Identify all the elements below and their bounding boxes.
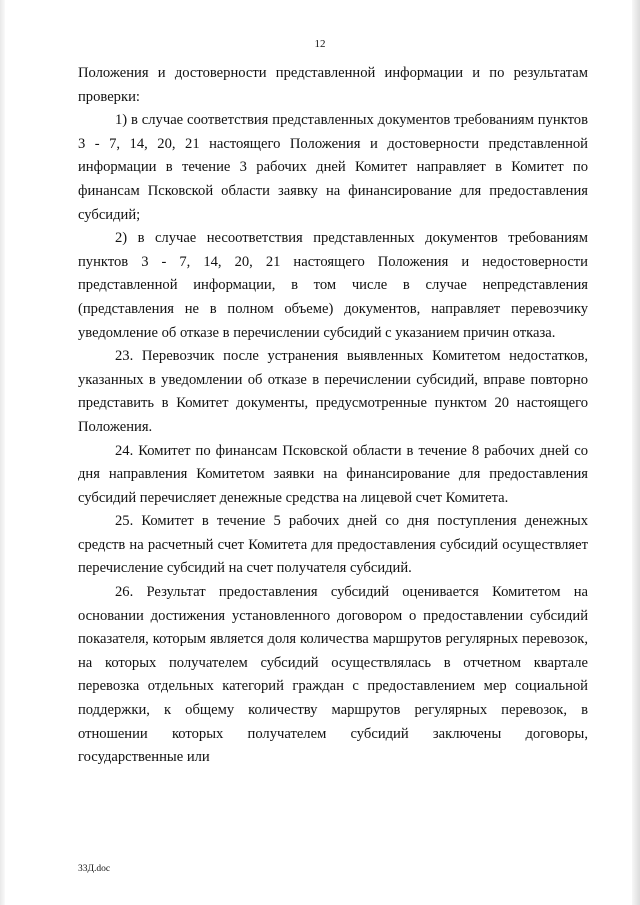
document-body (78, 62, 588, 770)
paragraph-24: 24. Комитет по финансам Псковской области в течение 8 рабочих дней со дня направления Комитетом заявки на финансирование для предоставления субсидий перечисляет денежные средства на лицевой счет Комитета. (78, 442, 588, 506)
paragraph-item-2: 2) в случае несоответствия представленных документов требованиям пунктов 3 - 7, 14, 20, 21 настоящего Положения и недостоверности представленной информации, в том числе в случае непредставления (представления не в полном объеме) документов, направляет перевозчику уведомление об отказе в перечислении субсидий с указанием причин отказа. (78, 230, 588, 341)
scan-edge-right (632, 0, 640, 905)
paragraph-23: 23. Перевозчик после устранения выявленных Комитетом недостатков, указанных в уведомлении об отказе в перечислении субсидий, вправе повторно представить в Комитет документы, предусмотренные пунктом 20 настоящего Положения. (78, 348, 588, 435)
paragraph-continuation: Положения и достоверности представленной информации и по результатам проверки: (78, 65, 588, 105)
footer-filename: 33Д.doc (78, 864, 111, 874)
paragraph-25: 25. Комитет в течение 5 рабочих дней со дня поступления денежных средств на расчетный счет Комитета для предоставления субсидий осуществляет перечисление субсидий на счет получателя субсидий. (78, 513, 588, 577)
paragraph-item-1: 1) в случае соответствия представленных документов требованиям пунктов 3 - 7, 14, 20, 21 настоящего Положения и достоверности представленной информации в течение 3 рабочих дней Комитет направляет в Комитет по финансам Псковской области заявку на финансирование для предоставления субсидий; (78, 112, 588, 223)
scan-edge-left (0, 0, 5, 905)
paragraph-26: 26. Результат предоставления субсидий оценивается Комитетом на основании достижения установленного договором о предоставлении субсидий показателя, которым является доля количества маршрутов регулярных перевозок, на которых получателем субсидий осуществлялась в отчетном квартале перевозка отдельных категорий граждан с предоставлением мер социальной поддержки, к общему количеству маршрутов регулярных перевозок, в отношении которых получателем субсидий заключены договоры, государственные или (78, 584, 588, 766)
page-number: 12 (314, 38, 326, 50)
